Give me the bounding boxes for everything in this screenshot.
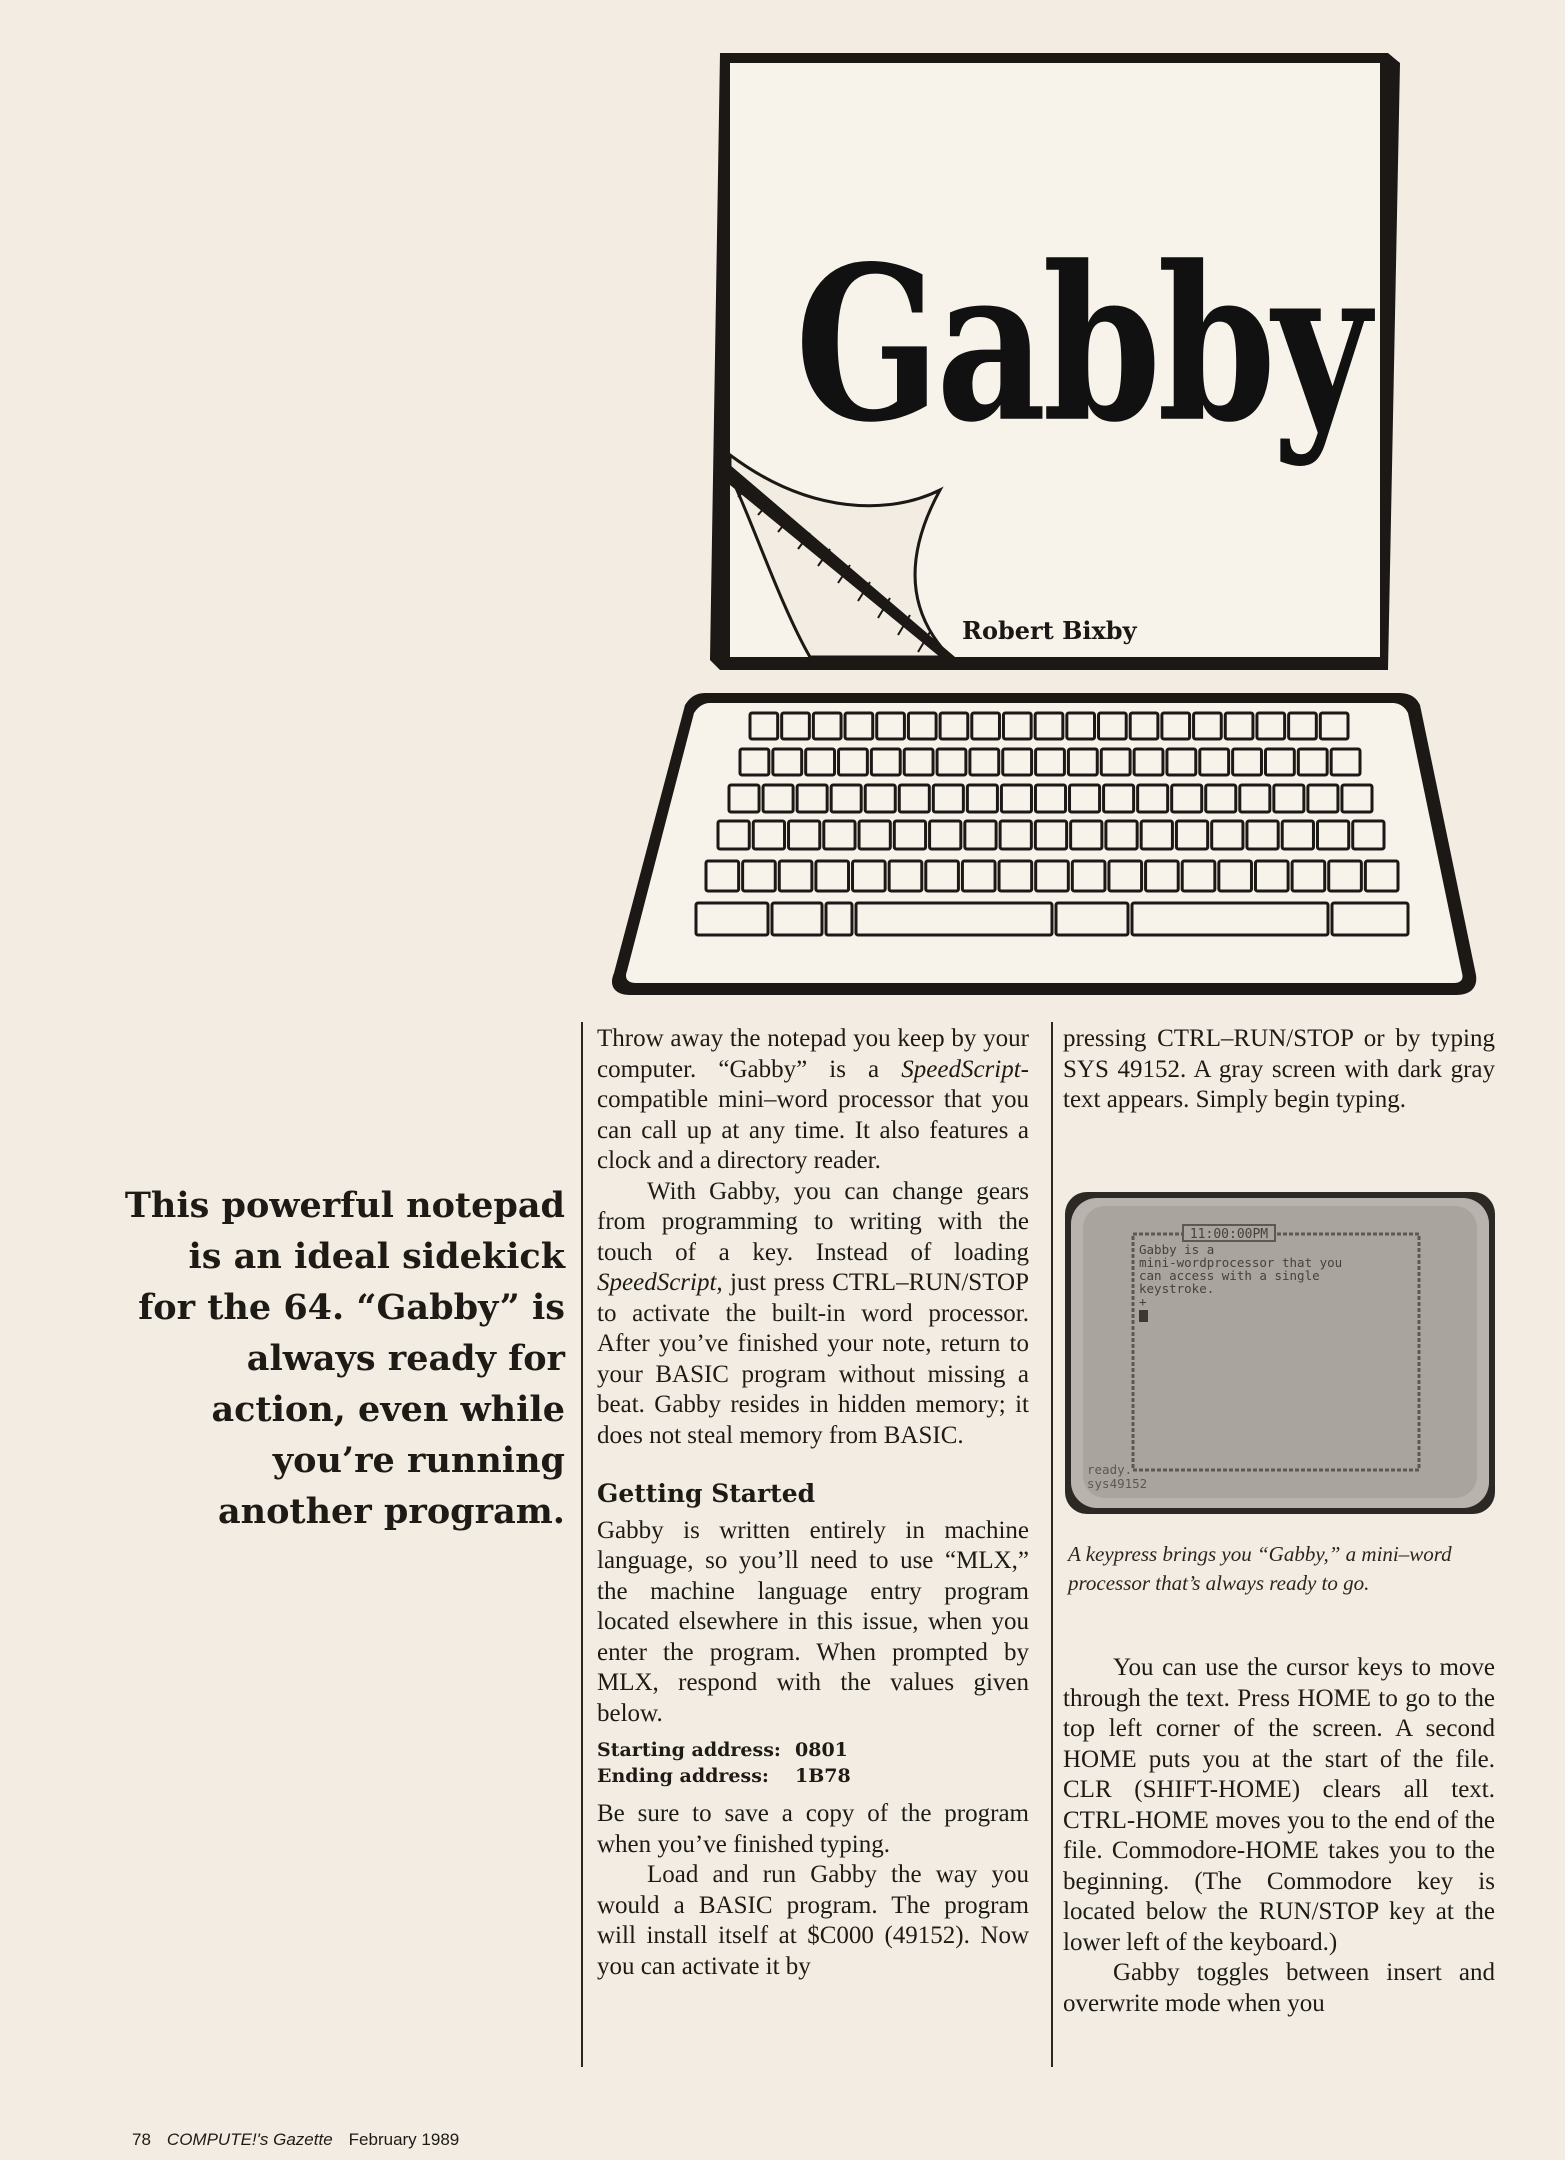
paragraph-save-copy: Be sure to save a copy of the program when you’ve finished typing. [597, 1800, 1029, 1858]
keyboard-key [826, 903, 852, 935]
keyboard-key [750, 713, 778, 739]
keyboard-key [743, 861, 776, 891]
keyboard-key [1182, 861, 1215, 891]
keyboard-key [1212, 821, 1243, 849]
keyboard-key [1106, 821, 1137, 849]
screen-cursor-mark: + [1139, 1294, 1147, 1309]
pull-quote: This powerful notepad is an ideal sidekick for the 64. “Gabby” is always ready for action, even while you’re running another program. [124, 1185, 565, 1532]
keyboard-key [930, 821, 961, 849]
keyboard-key [1282, 821, 1313, 849]
article-column-2-continued [1063, 1653, 1495, 2019]
screen-line-2: mini-wordprocessor that you [1139, 1255, 1343, 1270]
keyboard-key [1138, 785, 1168, 812]
paragraph-insert-mode: Gabby toggles between insert and overwrite mode when you [1063, 1959, 1495, 2017]
keyboard-key [859, 821, 890, 849]
keyboard-key [871, 749, 900, 775]
keyboard-key [1056, 903, 1128, 935]
keyboard-key [729, 785, 759, 812]
keyboard-key [1067, 713, 1095, 739]
screen-ready: ready. [1087, 1462, 1133, 1477]
screen-sys: sys49152 [1087, 1476, 1148, 1491]
keyboard-key [1141, 821, 1172, 849]
keyboard-key [779, 861, 812, 891]
keyboard-key [1332, 903, 1408, 935]
paragraph-change-gears: With Gabby, you can change gears from programming to writing with the touch of a key. Instead of loading SpeedScript, just press CTRL–RUN/STOP to activate the built-in word processor. After you’ve finished your note, return to your BASIC program without missing a beat. Gabby resides in hidden memory; it does not steal memory from BASIC. [597, 1177, 1029, 1449]
keyboard-key [1036, 861, 1069, 891]
keyboard-key [1035, 821, 1066, 849]
keyboard-key [865, 785, 895, 812]
keyboard-key [1167, 749, 1196, 775]
keyboard-key [1003, 713, 1031, 739]
keyboard-key [877, 713, 905, 739]
keyboard-key [1176, 821, 1207, 849]
paragraph-intro: Throw away the notepad you keep by your computer. “Gabby” is a SpeedScript-compatible mini–word processor that you can call up at any time. It also features a clock and a directory reader. [597, 1025, 1029, 1174]
keyboard-key [1109, 861, 1142, 891]
keyboard-key [933, 785, 963, 812]
keyboard-key [853, 861, 886, 891]
keyboard-key [965, 821, 996, 849]
keyboard-key [908, 713, 936, 739]
screen-line-4: keystroke. [1139, 1281, 1215, 1296]
keyboard-key [1365, 861, 1398, 891]
keyboard-key [904, 749, 933, 775]
keyboard-key [1233, 749, 1262, 775]
keyboard-key [696, 903, 768, 935]
screen-line-1: Gabby is a [1139, 1242, 1215, 1257]
keyboard-key [856, 903, 1052, 935]
keyboard-key [940, 713, 968, 739]
keyboard-key [1099, 713, 1127, 739]
address-block: Starting address: 0801 Ending address: 1B78 [597, 1739, 851, 1787]
keyboard-key [1206, 785, 1236, 812]
screen-line-3: can access with a single [1139, 1268, 1320, 1283]
keyboard-key [1200, 749, 1229, 775]
keyboard-key [1329, 861, 1362, 891]
keyboard-key [1353, 821, 1384, 849]
keyboard-key [797, 785, 827, 812]
title-illustration [610, 45, 1490, 1000]
article-title: Gabby [795, 220, 1367, 470]
screen-clock: 11:00:00PM [1189, 1227, 1269, 1242]
keyboard-key [763, 785, 793, 812]
keyboard-key [1331, 749, 1360, 775]
keyboard-key [1068, 749, 1097, 775]
keyboard-key [1274, 785, 1304, 812]
keyboard-key [1255, 861, 1288, 891]
gabby-screen-photo [1065, 1192, 1495, 1514]
keyboard-key [899, 785, 929, 812]
column-rule-right [1051, 1022, 1053, 2067]
keyboard-key [1101, 749, 1130, 775]
author-byline: Robert Bixby [962, 616, 1137, 645]
keyboard-key [782, 713, 810, 739]
paragraph-cursor-keys: You can use the cursor keys to move through the text. Press HOME to go to the top left corner of the screen. A second HOME puts you at the start of the file. CLR (SHIFT-HOME) clears all text. CTRL-HOME moves you to the end of the file. Commodore-HOME takes you to the beginning. (The Commodore key is located below the RUN/STOP key at the lower left of the keyboard.) [1063, 1654, 1495, 1956]
keyboard-key [1240, 785, 1270, 812]
keyboard-key [1298, 749, 1327, 775]
issue-date: February 1989 [348, 2130, 460, 2149]
article-column-2 [1063, 1024, 1495, 1116]
paragraph-machine-language: Gabby is written entirely in machine language, so you’ll need to use “MLX,” the machine language entry program located elsewhere in this issue, when you enter the program. When prompted by MLX, respond with the values given below. [597, 1516, 1029, 1727]
photo-caption: A keypress brings you “Gabby,” a mini–word processor that’s always ready to go. [1068, 1542, 1452, 1595]
keyboard-key [1219, 861, 1252, 891]
keyboard-key [839, 749, 868, 775]
keyboard-key [1036, 749, 1065, 775]
keyboard-key [813, 713, 841, 739]
keyboard-key [1104, 785, 1134, 812]
keyboard-key [1134, 749, 1163, 775]
keyboard-key [1162, 713, 1190, 739]
subhead-getting-started: Getting Started [597, 1479, 816, 1508]
keyboard-key [1000, 821, 1031, 849]
keyboard-key [1194, 713, 1222, 739]
magazine-name: COMPUTE!'s Gazette [166, 2130, 333, 2149]
keyboard-key [706, 861, 739, 891]
keyboard-key [816, 861, 849, 891]
keyboard-key [889, 861, 922, 891]
keyboard-key [1247, 821, 1278, 849]
keyboard-key [740, 749, 769, 775]
keyboard-key [926, 861, 959, 891]
paragraph-load-run: Load and run Gabby the way you would a BASIC program. The program will install itself at $C000 (49152). Now you can activate it by [597, 1861, 1029, 1980]
keyboard-key [1289, 713, 1317, 739]
keyboard-key [845, 713, 873, 739]
keyboard-key [1225, 713, 1253, 739]
keyboard-key [1308, 785, 1338, 812]
keyboard-key [967, 785, 997, 812]
keyboard-key [824, 821, 855, 849]
keyboard-key [1320, 713, 1348, 739]
keyboard-key [1132, 903, 1328, 935]
keyboard-key [962, 861, 995, 891]
keyboard-key [1172, 785, 1202, 812]
keyboard-key [1071, 821, 1102, 849]
page-number: 78 [132, 2130, 151, 2149]
screen-cursor [1139, 1310, 1148, 1322]
keyboard-key [1342, 785, 1372, 812]
paragraph-activate: pressing CTRL–RUN/STOP or by typing SYS 49152. A gray screen with dark gray text appears. Simply begin typing. [1063, 1025, 1495, 1113]
keyboard-key [970, 749, 999, 775]
keyboard-key [937, 749, 966, 775]
keyboard-key [1130, 713, 1158, 739]
keyboard-key [1035, 785, 1065, 812]
keyboard-key [894, 821, 925, 849]
keyboard-key [718, 821, 749, 849]
keyboard-key [772, 903, 822, 935]
page-footer [132, 2130, 459, 2150]
keyboard-key [1035, 713, 1063, 739]
keyboard-key [1146, 861, 1179, 891]
keyboard-key [1317, 821, 1348, 849]
keyboard-key [1072, 861, 1105, 891]
article-column-1 [597, 1024, 1029, 1982]
keyboard-key [972, 713, 1000, 739]
keyboard-key [999, 861, 1032, 891]
keyboard-key [1001, 785, 1031, 812]
keyboard-key [1003, 749, 1032, 775]
keyboard-key [831, 785, 861, 812]
column-rule-left [581, 1022, 583, 2067]
keyboard-key [753, 821, 784, 849]
keyboard-key [1070, 785, 1100, 812]
keyboard-key [773, 749, 802, 775]
keyboard-key [1257, 713, 1285, 739]
keyboard-key [789, 821, 820, 849]
keyboard-key [806, 749, 835, 775]
keyboard-key [1265, 749, 1294, 775]
keyboard-key [1292, 861, 1325, 891]
